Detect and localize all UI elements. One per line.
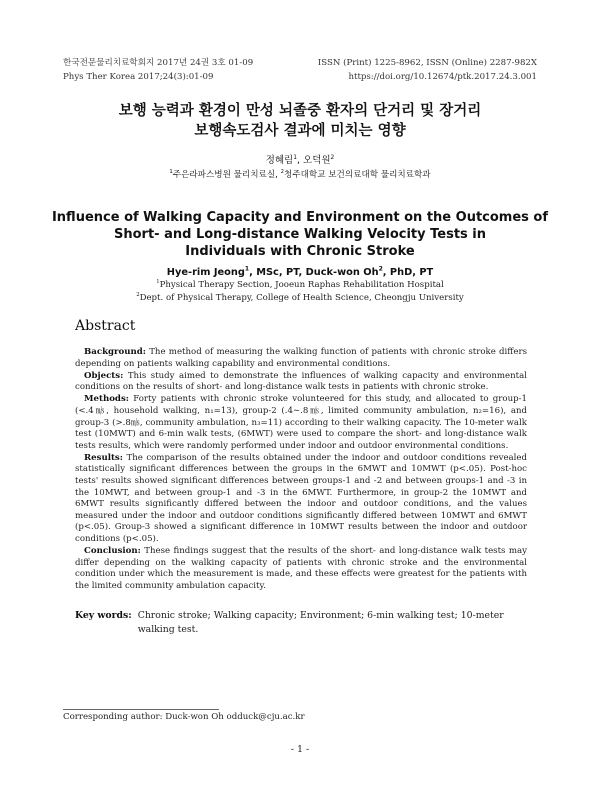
abstract-conclusion: Conclusion: These findings suggest that the results of the short- and long-distance walk tests may differ depending on the walking capacity of patients with chronic stroke and the environmental condition under which the measurement is made, and these effects were greatest for the patients with the limited community ambulation capacity. [75, 546, 527, 591]
abstract-results: Results: The comparison of the results obtained under the indoor and outdoor conditions revealed statistically significant differences between the groups in the 6MWT and 10MWT (p<.05). Post-hoc tests' results showed significant differences between groups-1 and -2 and between groups-1 and -3 in the 10MWT, and between group-1 and -3 in the 6MWT. Furthermore, in group-2 the 10MWT and 6MWT results significantly differed between the indoor and outdoor conditions, and the values measured under the indoor and outdoor conditions significantly differed between 10MWT and 6MWT (p<.05). Group-3 showed a significant difference in 10MWT results between the indoor and outdoor conditions (p<.05). [75, 452, 527, 544]
doi-link[interactable]: https://doi.org/10.12674/ptk.2017.24.3.001 [348, 72, 537, 82]
keywords [75, 609, 527, 637]
korean-author-2: 오덕원 [303, 155, 331, 166]
korean-authors: 정혜림$^1$, 오덕원$^2$ [265, 154, 335, 166]
keywords-label: Key words: [75, 610, 132, 621]
abstract-background: Background: The method of measuring the walking function of patients with chronic stroke differs depending on patients walking capability and environmental conditions. [75, 347, 527, 369]
korean-affiliations: $^1$주은라파스병원 물리치료실, $^2$청주대학교 보건의료대학 물리치료학과 [169, 169, 431, 180]
english-title: Influence of Walking Capacity and Environment on the Outcomes of Short- and Long-distance Walking Velocity Tests in Individuals with Chronic Stroke [51, 210, 549, 259]
journal-korean: 한국전문물리치료학회지 2017년 24권 3호 01-09 [63, 58, 254, 68]
korean-affiliation-2: 청주대학교 보건의료대학 물리치료학과 [284, 170, 431, 180]
korean-title: 보행 능력과 환경이 만성 뇌졸중 환자의 단거리 및 장거리 보행속도검사 결과에 미치는 영향 [118, 103, 482, 139]
abstract-objects: Objects: This study aimed to demonstrate the influences of walking capacity and environmental conditions on the results of short- and long-distance walk tests in patients with chronic stroke. [75, 370, 527, 393]
english-authors: Hye-rim Jeong$^1$, MSc, PT, Duck-won Oh$^2$, PhD, PT [166, 265, 434, 278]
keywords-value: Chronic stroke; Walking capacity; Environment; 6-min walking test; 10-meter walking test. [137, 610, 504, 635]
page-number: - 1 - [290, 744, 310, 755]
running-header [63, 56, 537, 84]
abstract-heading: Abstract [75, 318, 136, 334]
abstract-body [75, 347, 527, 593]
korean-author-1: 정혜림 [265, 155, 294, 166]
english-author-2: Duck-won Oh [305, 267, 379, 278]
abstract-methods: Methods: Forty patients with chronic stroke volunteered for this study, and allocated to group-1 (<.4㎧, household walking, n₁=13), group-2 (.4∼.8㎧, limited community ambulation, n₂=16), and group-3 (>.8㎧, community ambulation, n₃=11) according to their walking capacity. The 10-meter walk test (10MWT) and 6-min walk tests, (6MWT) were used to compare the short- and long-distance walk tests results, which were randomly performed under indoor and outdoor environmental conditions. [75, 394, 527, 451]
korean-affiliation-1: 주은라파스병원 물리치료실, [172, 170, 278, 180]
corresponding-author-footnote: Corresponding author: Duck-won Oh odduck@cju.ac.kr [63, 712, 305, 722]
english-author-1: Hye-rim Jeong [166, 267, 245, 278]
footnote-divider [63, 709, 219, 710]
english-affiliation-1: $^1$Physical Therapy Section, Jooeun Raphas Rehabilitation Hospital [156, 279, 444, 290]
english-affiliation-2: $^2$Dept. of Physical Therapy, College of Health Science, Cheongju University [136, 292, 464, 303]
journal-english: Phys Ther Korea 2017;24(3):01-09 [63, 72, 214, 82]
issn: ISSN (Print) 1225-8962, ISSN (Online) 2287-982X [317, 58, 537, 68]
